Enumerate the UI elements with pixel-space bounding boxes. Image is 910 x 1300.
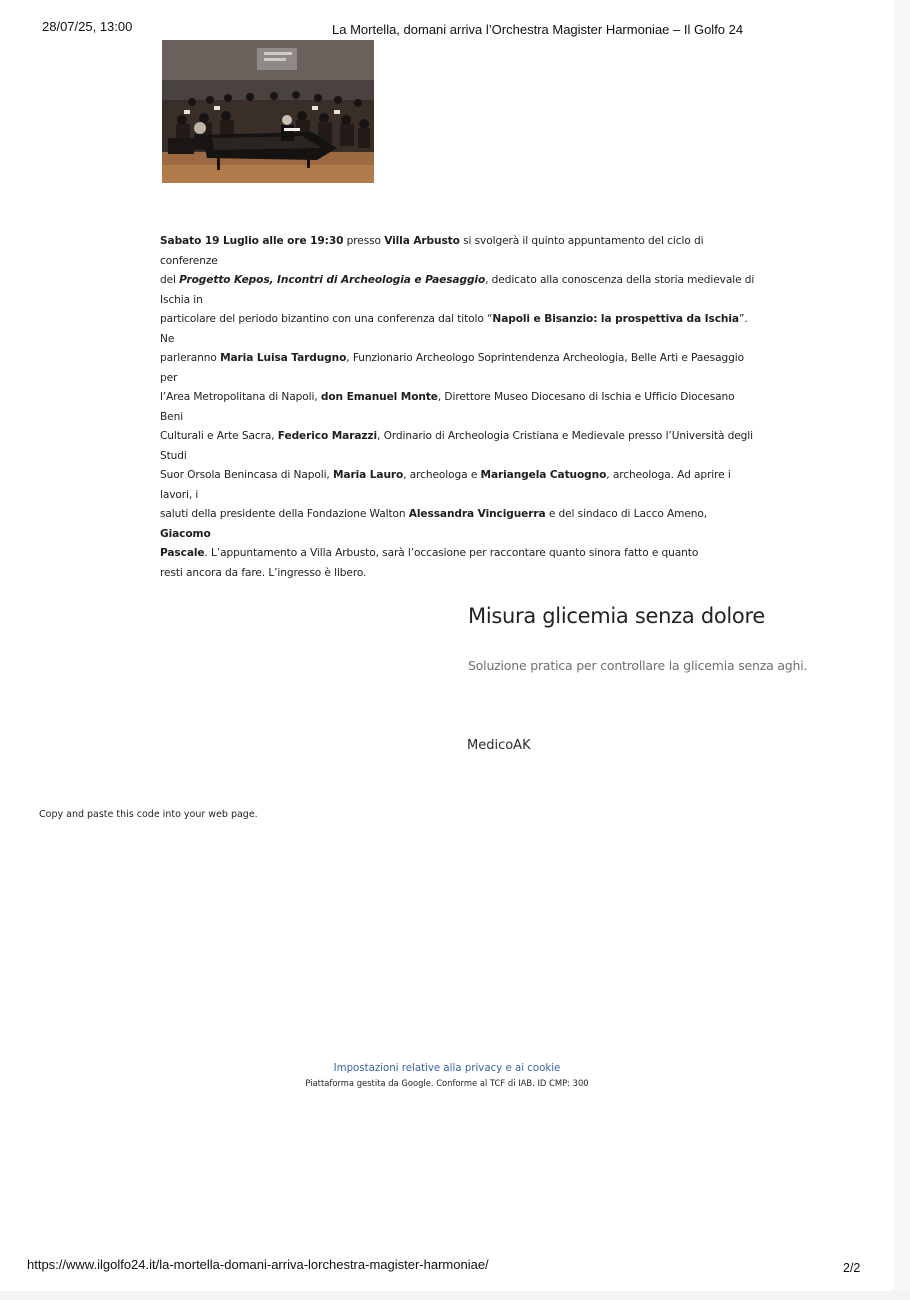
- speaker-name: don Emanuel Monte: [320, 391, 438, 403]
- print-date: 28/07/25, 13:00: [42, 19, 133, 34]
- ad-advertiser[interactable]: MedicoAK: [467, 738, 531, 753]
- print-page-title: La Mortella, domani arriva l’Orchestra Magister Harmoniae – Il Golfo 24: [332, 22, 744, 37]
- conference-title: Napoli e Bisanzio: la prospettiva da Ischia: [492, 313, 739, 325]
- mayor-name: Giacomo: [160, 527, 211, 540]
- event-datetime: Sabato 19 Luglio alle ore 19:30: [160, 235, 344, 247]
- article-paragraph: Sabato 19 Luglio alle ore 19:30 presso Villa Arbusto si svolgerà il quinto appuntamento del ciclo di conferenze del Progetto Kepos, Incontri di Archeologia e Paesaggio, dedicato alla conoscenza della storia medievale di Ischia in particolare del periodo bizantino con una conferenza dal titolo “Napoli e Bisanzio: la prospettiva da Ischia”. Ne parleranno Maria Luisa Tardugno, Funzionario Archeologo Soprintendenza Archeologia, Belle Arti e Paesaggio per l’Area Metropolitana di Napoli, don Emanuel Monte, Direttore Museo Diocesano di Ischia e Ufficio Diocesano Beni Culturali e Arte Sacra, Federico Marazzi, Ordinario di Archeologia Cristiana e Medievale presso l’Università degli Studi Suor Orsola Benincasa di Napoli, Maria Lauro, archeologa e Mariangela Catuogno, archeologa. Ad aprire i lavori, i saluti della presidente della Fondazione Walton Alessandra Vinciguerra e del sindaco di Lacco Ameno, Giacomo Pascale. L’appuntamento a Villa Arbusto, sarà l’occasione per raccontare quanto sinora fatto e quanto resti ancora da fare. L’ingresso è libero.: [160, 235, 755, 579]
- orchestra-photo: [162, 40, 374, 183]
- consent-platform-note: Piattaforma gestita da Google. Conforme al TCF di IAB. ID CMP: 300: [305, 1078, 589, 1088]
- page-number: 2/2: [843, 1261, 861, 1275]
- speaker-name: Maria Lauro: [332, 469, 404, 481]
- mayor-surname: Pascale: [160, 547, 205, 559]
- speaker-name: Maria Luisa Tardugno: [220, 352, 347, 364]
- scan-edge-bottom: [0, 1291, 910, 1300]
- orchestra-photo-drawing: [162, 40, 374, 183]
- president-name: Alessandra Vinciguerra: [408, 508, 546, 520]
- scan-edge: [894, 0, 910, 1300]
- speaker-name: Mariangela Catuogno: [480, 469, 607, 481]
- print-url: https://www.ilgolfo24.it/la-mortella-domani-arriva-lorchestra-magister-harmoniae/: [27, 1257, 489, 1272]
- article-body: [160, 232, 760, 583]
- speaker-name: Federico Marazzi: [277, 430, 378, 442]
- ad-description[interactable]: Soluzione pratica per controllare la glicemia senza aghi.: [468, 658, 808, 673]
- embed-code-hint: Copy and paste this code into your web page.: [39, 809, 258, 820]
- ad-title[interactable]: Misura glicemia senza dolore: [468, 604, 765, 628]
- privacy-settings-link[interactable]: Impostazioni relative alla privacy e ai cookie: [333, 1063, 561, 1074]
- project-name: Progetto Kepos, Incontri di Archeologia e Paesaggio: [179, 274, 486, 286]
- venue-name: Villa Arbusto: [384, 235, 460, 247]
